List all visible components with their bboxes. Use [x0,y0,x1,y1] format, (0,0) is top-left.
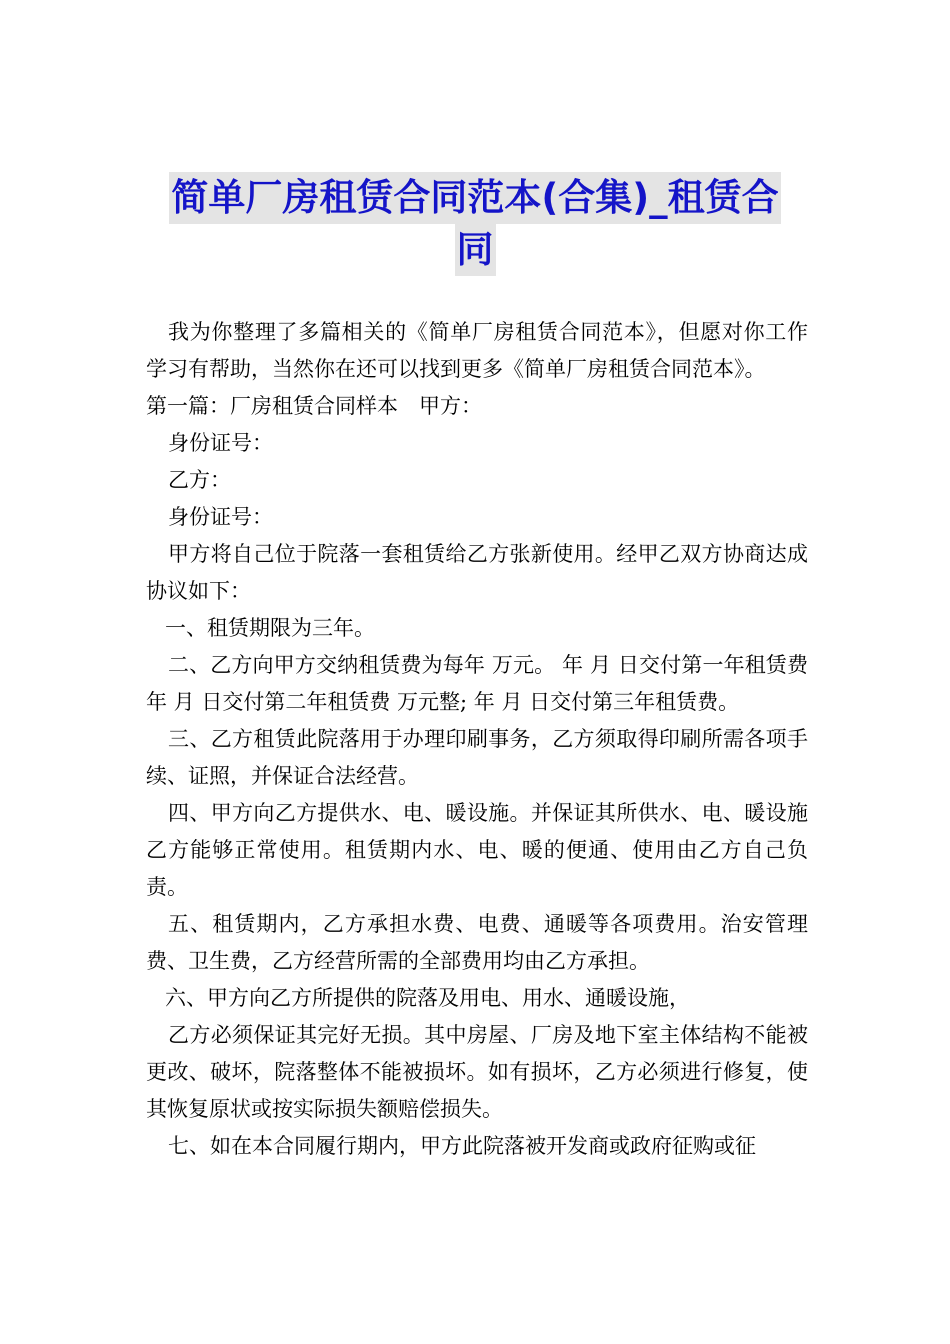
party-b-line: 乙方： [168,468,231,492]
clause-4: 四、甲方向乙方提供水、电、暖设施。并保证其所供水、电、暖设施乙方能够正常使用。租赁期内水、电、暖的便通、使用由乙方自己负责。 [146,801,808,899]
clause-1: 一、租赁期限为三年。 [165,616,375,640]
title-line-2: 同 [455,224,496,276]
clause-6-continued: 乙方必须保证其完好无损。其中房屋、厂房及地下室主体结构不能被更改、破坏，院落整体不能被损坏。如有损坏，乙方必须进行修复，使其恢复原状或按实际损失额赔偿损失。 [146,1023,808,1121]
intro-paragraph: 我为你整理了多篇相关的《简单厂房租赁合同范本》，但愿对你工作学习有帮助，当然你在还可以找到更多《简单厂房租赁合同范本》。 [146,320,808,381]
document-body [146,314,808,1165]
title-line-1: 简单厂房租赁合同范本(合集)_租赁合 [169,172,780,224]
party-a-id-line: 身份证号： [168,431,273,455]
clause-7: 七、如在本合同履行期内，甲方此院落被开发商或政府征购或征 [168,1134,756,1158]
clause-3: 三、乙方租赁此院落用于办理印刷事务，乙方须取得印刷所需各项手续、证照，并保证合法经营。 [146,727,808,788]
clause-2: 二、乙方向甲方交纳租赁费为每年 万元。 年 月 日交付第一年租赁费 年 月 日交付第二年租赁费 万元整; 年 月 日交付第三年租赁费。 [146,653,808,714]
document-title [140,172,810,276]
clause-5: 五、租赁期内，乙方承担水费、电费、通暖等各项费用。治安管理费、卫生费，乙方经营所需的全部费用均由乙方承担。 [146,912,808,973]
clause-6: 六、甲方向乙方所提供的院落及用电、用水、通暖设施， [165,986,690,1010]
party-b-id-line: 身份证号： [168,505,273,529]
agreement-paragraph: 甲方将自己位于院落一套租赁给乙方张新使用。经甲乙双方协商达成协议如下： [146,542,808,603]
section-heading: 第一篇：厂房租赁合同样本 甲方： [146,394,482,418]
